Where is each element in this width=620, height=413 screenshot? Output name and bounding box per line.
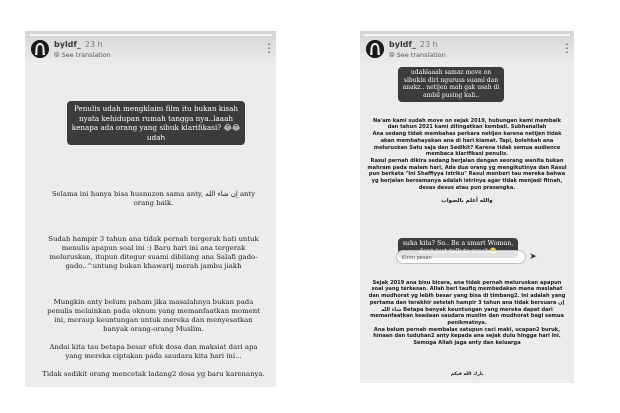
body-paragraph: Selama ini hanya bisa husnuzon sama anty, إن شاء الله anty orang baik.: [51, 190, 256, 207]
bubble-text: Penulis udah mengklaim film itu bukan kisah nyata kehidupan rumah tangga nya..laaah kenapa ada orang yang sibuk klarifikasi?: [71, 104, 238, 132]
send-icon[interactable]: ➤: [529, 252, 537, 262]
story-right[interactable]: [360, 31, 574, 383]
story-progress-bar: [364, 34, 570, 36]
more-vertical-icon[interactable]: ⋮: [561, 41, 573, 55]
story-left[interactable]: [25, 31, 276, 387]
story-body-text: [367, 111, 567, 212]
story-progress-bar: [29, 34, 272, 36]
translate-icon: ⦾: [389, 51, 395, 59]
bubble-emoji-text: 😂😂 udah: [146, 123, 241, 142]
story-body-text: [41, 181, 266, 387]
see-translation-label[interactable]: See translation: [396, 51, 446, 59]
story-age: 23 h: [419, 40, 438, 49]
reply-placeholder[interactable]: Kirim pesan: [402, 255, 432, 261]
more-vertical-icon[interactable]: ⋮: [263, 41, 275, 55]
body-paragraph: Sudah hampir 3 tahun ana tidak pernah tergerak hati untuk menulis apapun soal ini :) Baru hari ini ana tergerak meluruskan, itupun ditegur suami dibilang ana Salafi gado-gado..^untung bukan khawarij merah jambu jiakh: [48, 235, 259, 270]
body-paragraph: Andai kita tau betapa besar efek dosa dan maksiat dari apa yang mereka ciptakan pada saudara kita hari ini...: [49, 343, 258, 360]
see-translation-label[interactable]: See translation: [61, 51, 111, 59]
body-paragraph: Sejak 2019 ana bisu bicara, ana tidak pernah meluruskan apapun soal yang terkesan. Allah beri taufiq membedakan mana maslahat dan mudhorat yg lebih besar yang bisa di timbang2. Ini adalah yang pertama dan terakhir setelah hampir 3 tahun ana tidak bersuara إن شاء الله Betapa banyak keuntungan yang mereka dapat dari memanfaatkan keadaan saudara muslim dan mudhorat bagi semua penikmatnya. Ana belum pernah membalas satupun caci maki, ucapan2 buruk, hinaan dan tuduhan2 anty kepada ana sejak dulu hingga hari ini. Semoga Allah jaga anty dan keluarga: [368, 279, 566, 347]
arabic-phrase: والله أعلم بالصواب: [441, 198, 493, 205]
username-text[interactable]: byldf_: [54, 40, 81, 49]
username[interactable]: [54, 40, 103, 49]
story-age: 23 h: [84, 40, 103, 49]
text-bubble: [67, 101, 245, 145]
bubble-text: udahlaaah samaz move on sibukin diri nguruss suami dan anakz.. netijen mah gak usah di ambil pusing kali..: [402, 69, 500, 99]
see-translation-link[interactable]: [54, 51, 111, 60]
closing-phrase: بارك الله فيكم: [450, 372, 484, 377]
body-paragraph: Tidak sedikit orang mencetak ladang2 dosa yg baru karenanya.: [42, 370, 265, 378]
quoted-comment-bubble: [398, 67, 504, 102]
body-paragraph: Mungkin anty belum paham jika masalahnya bukan pada penulis melainkan pada oknum yang memanfaatkan moment ini, meraup keuntungan untuk mereka dan menyesatkan banyak orang-orang Muslim.: [47, 298, 260, 333]
bubble-text: suka kita? So.. Be a smart Woman,: [402, 240, 514, 247]
see-translation-link[interactable]: [389, 51, 446, 60]
hijab-figure-icon: [366, 40, 384, 58]
translate-icon: ⦾: [54, 51, 60, 59]
username[interactable]: [389, 40, 438, 49]
username-text[interactable]: byldf_: [389, 40, 416, 49]
story-header: [25, 31, 276, 65]
story-header: [360, 31, 574, 65]
story-body-text: [367, 273, 567, 353]
hijab-figure-icon: [31, 40, 49, 58]
avatar[interactable]: [366, 40, 384, 58]
reply-input[interactable]: [396, 250, 526, 264]
avatar[interactable]: [31, 40, 49, 58]
body-paragraph: Na'am kami sudah move on sejak 2019, hubungan kami membaik dan tahun 2021 kami dilingatkan kembali. Subhanallah Ana sedang tidak membahas perkara netijen karena netijen tidak akan membahayakan ana di hari kiamat. Tapi, bolehkah ana meluruskan Satu saja dan Sedikit? Karena tidak semua audience membaca klarifikasi penulis. Rasul pernah dikira sedang berjalan dengan seorang wanita bukan mahram pada malam hari, Ada dua orang yg mengikutinya dan Rasul pun berkata "Ini Shaffiyya Istriku" Rasul menberi tau mereka bahwa yg berjalan bersamanya adalah istrinya agar tidak menjadi fitnah, desas desus atau pun prasangka.: [367, 117, 567, 191]
